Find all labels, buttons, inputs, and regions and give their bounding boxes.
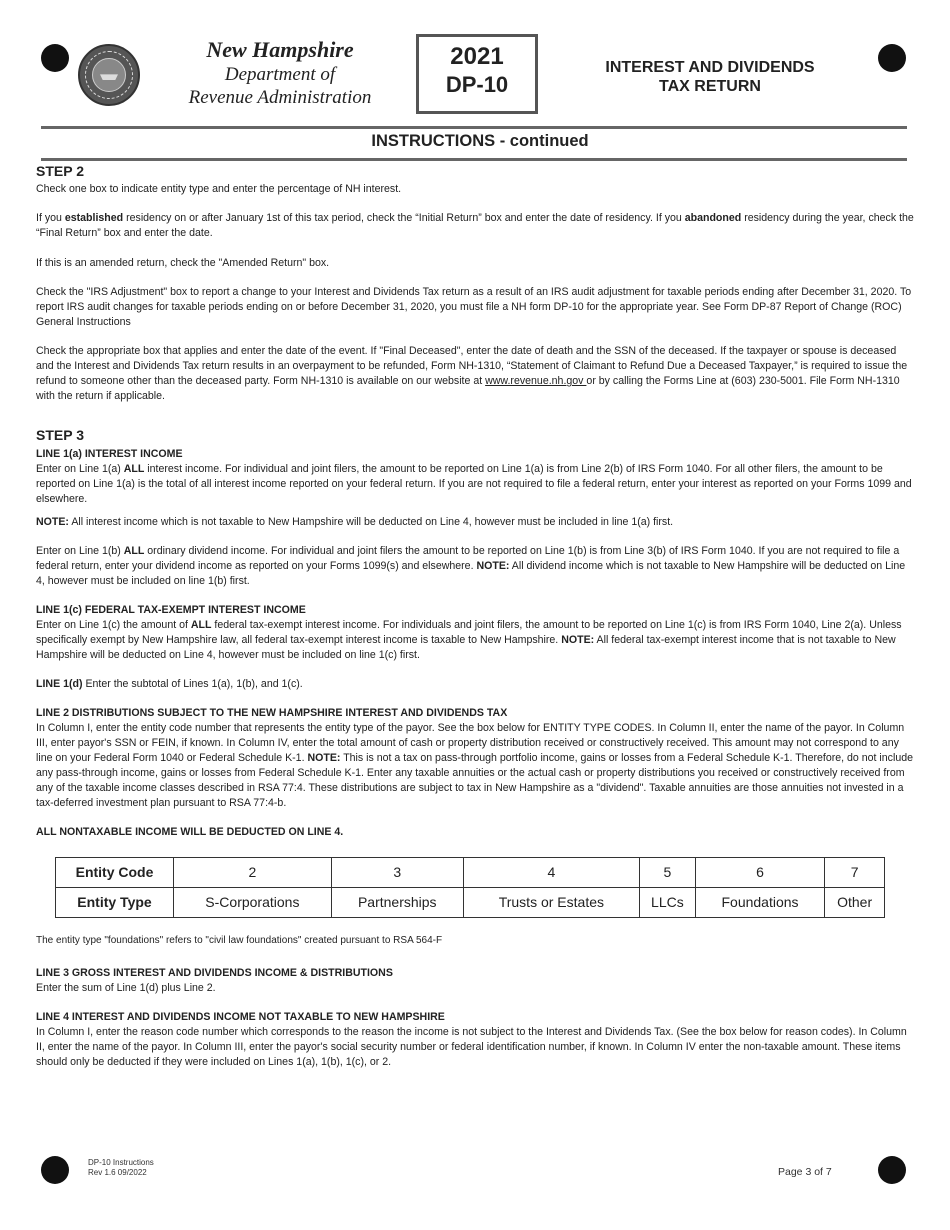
- footer-revision: Rev 1.6 09/2022: [88, 1168, 147, 1177]
- entity-code-label: Entity Code: [56, 858, 174, 888]
- line1a-heading: LINE 1(a) INTEREST INCOME: [36, 448, 183, 460]
- line1c-heading: LINE 1(c) FEDERAL TAX-EXEMPT INTEREST INCOME: [36, 604, 306, 616]
- line3-heading: LINE 3 GROSS INTEREST AND DIVIDENDS INCOME & DISTRIBUTIONS: [36, 967, 393, 979]
- registration-mark-top-right: [878, 44, 906, 72]
- header-rule-bottom: [41, 158, 907, 161]
- section-subheading: INSTRUCTIONS - continued: [371, 132, 589, 150]
- entity-type-cell: S-Corporations: [174, 888, 332, 918]
- entity-code-cell: 6: [695, 858, 824, 888]
- header-rule-top: [41, 126, 907, 129]
- line1a-note: NOTE: All interest income which is not taxable to New Hampshire will be deducted on Line 4, however must be included in line 1(a) first.: [36, 516, 674, 528]
- form-id-box: [416, 34, 538, 114]
- footer-doc-info: [88, 1158, 154, 1178]
- entity-type-cell: Foundations: [695, 888, 824, 918]
- step2-para5: Check the appropriate box that applies and enter the date of the event. If "Final Deceased", enter the date of death and the SSN of the deceased. If the taxpayer or spouse is deceased and the Interest and Dividends Tax return results in an overpayment to be refunded, Form NH-1310, “Statement of Claimant to Refund Due a Deceased Taxpayer,” is required to issue the refund to someone other than the deceased party. Form NH-1310 is available on our website at www.revenue.nh.gov or by calling the Forms Line at (603) 230-5001. File Form NH-1310 with the return if applicable.: [36, 345, 908, 402]
- registration-mark-bottom-right: [878, 1156, 906, 1184]
- entity-code-cell: 7: [825, 858, 885, 888]
- form-title-line1: INTEREST AND DIVIDENDS: [605, 59, 815, 76]
- entity-type-cell: LLCs: [639, 888, 695, 918]
- entity-type-cell: Other: [825, 888, 885, 918]
- line2-heading: LINE 2 DISTRIBUTIONS SUBJECT TO THE NEW HAMPSHIRE INTEREST AND DIVIDENDS TAX: [36, 707, 508, 719]
- line4-text: In Column I, enter the reason code number which corresponds to the reason the income is not subject to the Interest and Dividends Tax. (See the box below for reason codes). In Column II, enter the name of the payor. In Column III, enter the payor's social security number or federal identification number, if known. In Column IV enter the non-taxable amount. These items should only be deducted if they were included on Lines 1(a), 1(b), 1(c), or 2.: [36, 1026, 907, 1068]
- form-title: [575, 58, 845, 96]
- entity-code-row: [56, 858, 885, 888]
- entity-type-label: Entity Type: [56, 888, 174, 918]
- step3-heading: STEP 3: [36, 427, 84, 443]
- entity-type-cell: Partnerships: [331, 888, 463, 918]
- line2-text: In Column I, enter the entity code number that represents the entity type of the payor. See the box below for ENTITY TYPE CODES. In Column II, enter the name of the payor. In Column III, enter payor's SSN or FEIN, if known. In Column IV, enter the total amount of cash or property distribution received or constructively received. This amount may not correspond to any line on your Federal Form 1040 or Federal Schedule K-1. NOTE: This is not a tax on pass-through portfolio income, gains or losses from a Federal Schedule K-1. Therefore, do not include any pass-through income, gains or losses from Federal Schedule K-1. Enter any taxable annuities or the actual cash or property distributions you received or constructively received from any of the taxable income classes described in RSA 77:4. These distributions are subject to tax in New Hampshire as a "dividend". Taxable annuities are those annuities not invested in a tax-deferred investment plan pursuant to RSA 77:4-b.: [36, 722, 914, 809]
- line4-heading: LINE 4 INTEREST AND DIVIDENDS INCOME NOT TAXABLE TO NEW HAMPSHIRE: [36, 1011, 445, 1023]
- line3-text: Enter the sum of Line 1(d) plus Line 2.: [36, 982, 216, 994]
- entity-type-cell: Trusts or Estates: [463, 888, 639, 918]
- page-number: Page 3 of 7: [778, 1166, 832, 1178]
- state-seal-icon: [78, 44, 140, 106]
- entity-code-cell: 5: [639, 858, 695, 888]
- agency-division: Revenue Administration: [188, 87, 372, 108]
- foundations-note: The entity type "foundations" refers to "civil law foundations" created pursuant to RSA 564-F: [36, 935, 443, 946]
- entity-type-table: [55, 857, 885, 918]
- step2-para1: Check one box to indicate entity type and enter the percentage of NH interest.: [36, 183, 402, 195]
- entity-type-row: [56, 888, 885, 918]
- nontaxable-notice: ALL NONTAXABLE INCOME WILL BE DEDUCTED ON LINE 4.: [36, 826, 344, 838]
- entity-code-cell: 2: [174, 858, 332, 888]
- form-year: 2021: [450, 43, 504, 70]
- website-link[interactable]: www.revenue.nh.gov: [485, 375, 587, 387]
- step2-heading: STEP 2: [36, 163, 84, 179]
- entity-code-cell: 4: [463, 858, 639, 888]
- agency-name: New Hampshire: [206, 37, 354, 62]
- registration-mark-top-left: [41, 44, 69, 72]
- form-title-line2: TAX RETURN: [659, 78, 761, 95]
- step2-para4: Check the "IRS Adjustment" box to report a change to your Interest and Dividends Tax return as a result of an IRS audit adjustment for taxable periods ending after December 31, 2020. To report IRS audit changes for taxable periods ending on or before December 31, 2020, you must file a NH form DP-10 for the appropriate year. See Form DP-87 Report of Change (ROC) General Instructions: [36, 286, 912, 328]
- entity-code-cell: 3: [331, 858, 463, 888]
- line1d-text: LINE 1(d) Enter the subtotal of Lines 1(a), 1(b), and 1(c).: [36, 678, 303, 690]
- step2-para2: If you established residency on or after January 1st of this tax period, check the “Initial Return” box and enter the date of residency. If you abandoned residency during the year, check the “Final Return” box and enter the date.: [36, 212, 914, 239]
- form-number: DP-10: [445, 72, 509, 97]
- line1c-text: Enter on Line 1(c) the amount of ALL federal tax-exempt interest income. For individuals and joint filers, the amount to be reported on Line 1(c) is from IRS Form 1040, Line 2(a). Unless specifically exempt by New Hampshire law, all federal tax-exempt interest income is taxable to New Hampshire. NOTE: All federal tax-exempt interest income that is not taxable to New Hampshire will be deducted on Line 4, however must be included on line 1(c) first.: [36, 619, 902, 661]
- instructions-body: [36, 163, 914, 1070]
- step2-para3: If this is an amended return, check the "Amended Return" box.: [36, 257, 330, 269]
- footer-doc-name: DP-10 Instructions: [88, 1158, 154, 1167]
- registration-mark-bottom-left: [41, 1156, 69, 1184]
- line1b-text: Enter on Line 1(b) ALL ordinary dividend income. For individual and joint filers the amount to be reported on Line 1(b) is from Line 3(b) of IRS Form 1040. If you are not required to file a federal return, enter your dividend income as reported on your Forms 1099(s) and elsewhere. NOTE: All dividend income which is not taxable to New Hampshire will be deducted on Line 4, however must be included on line 1(b) first.: [36, 545, 906, 587]
- agency-department: Department of: [224, 64, 336, 85]
- line1a-text: Enter on Line 1(a) ALL interest income. For individual and joint filers, the amount to be reported on Line 1(a) is from Line 2(b) of IRS Form 1040. For all other filers, the amount to be reported on Line 1(a) is the total of all interest income reported on your federal return. If you are not required to file a federal return, enter your interest as reported on your Forms 1099 and elsewhere.: [36, 463, 912, 505]
